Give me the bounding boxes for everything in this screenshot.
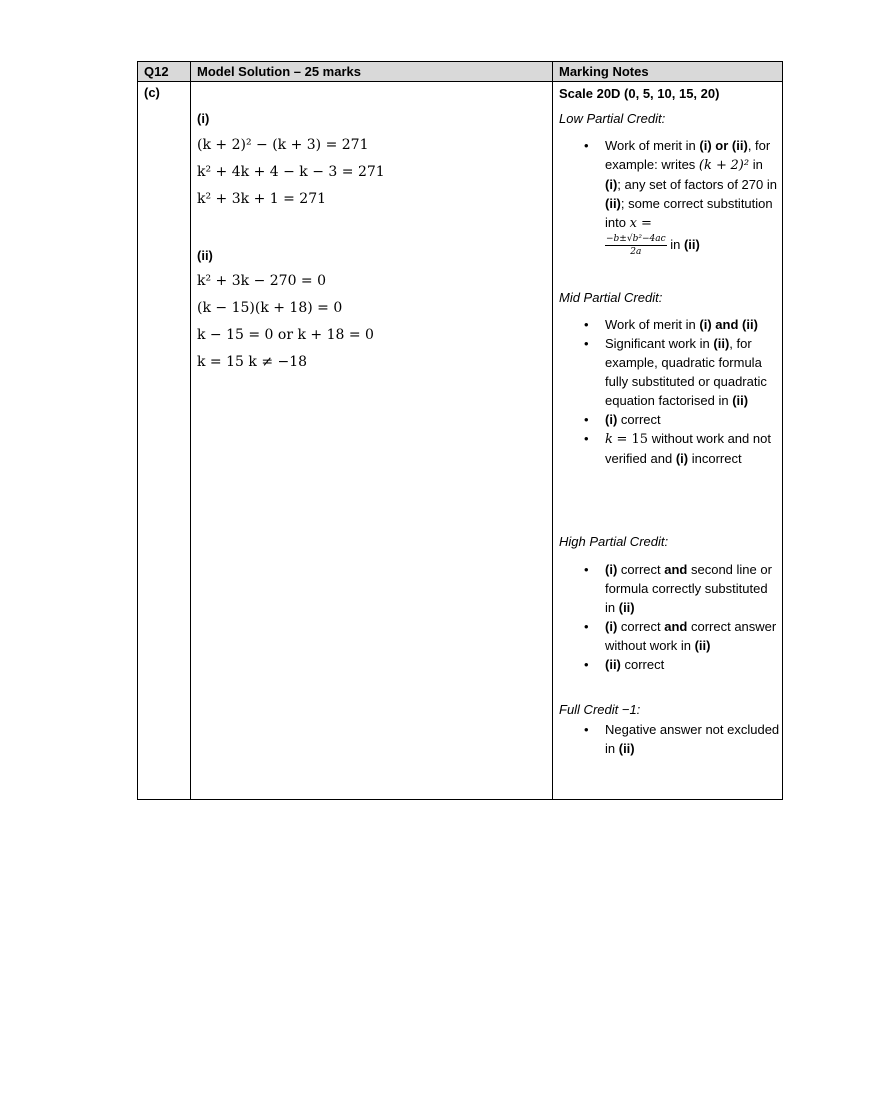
bullet-icon: • <box>584 317 589 332</box>
mid-partial-credit-list <box>559 315 781 468</box>
column-divider <box>190 62 191 799</box>
quadratic-formula: $\frac{\text{−b±√b²−4ac}}{2a}$ <box>606 234 666 257</box>
bullet-icon: • <box>584 619 589 634</box>
full-credit-minus-one-heading: Full Credit −1: <box>559 702 641 717</box>
solution-line: k² + 3k − 270 = 0 <box>197 273 327 289</box>
solution-line: k² + 4k + 4 − k − 3 = 271 <box>197 164 385 180</box>
bullet-icon: • <box>584 336 589 351</box>
low-partial-credit-heading: Low Partial Credit: <box>559 111 666 126</box>
bullet-icon: • <box>584 412 589 427</box>
list-item: • Significant work in (ii), for example, quadratic formula fully substituted or quadratic equation factorised in (ii) <box>584 336 767 408</box>
part-ii-label: (ii) <box>197 248 213 263</box>
question-number: Q12 <box>144 64 169 79</box>
list-item: • Work of merit in (i) or (ii), for example: writes (k + 2)² in (i); any set of factors of 270 in (ii); some correct substitution into x = $\frac{\text{−b±√b²−4ac}}{2a}$ in (ii) <box>584 138 777 257</box>
solution-line: (k + 2)² − (k + 3) = 271 <box>197 137 369 153</box>
full-credit-minus-one-list <box>559 720 781 758</box>
bullet-icon: • <box>584 722 589 737</box>
list-item: • (i) correct and correct answer without work in (ii) <box>584 619 777 653</box>
list-item: • Negative answer not excluded in (ii) <box>584 722 780 756</box>
column-divider <box>552 62 553 799</box>
marking-scheme-table <box>137 61 783 800</box>
bullet-icon: • <box>584 138 589 153</box>
bullet-icon: • <box>584 562 589 577</box>
scale-heading: Scale 20D (0, 5, 10, 15, 20) <box>559 86 720 101</box>
marking-notes-heading: Marking Notes <box>559 64 649 79</box>
list-item: • (i) correct and second line or formula correctly substituted in (ii) <box>584 562 772 615</box>
list-item: • (ii) correct <box>584 657 665 672</box>
high-partial-credit-heading: High Partial Credit: <box>559 534 669 549</box>
low-partial-credit-list <box>559 136 781 258</box>
bullet-icon: • <box>584 657 589 672</box>
solution-line: k = 15 k ≠ −18 <box>197 354 308 370</box>
part-label: (c) <box>144 85 160 100</box>
list-item: • (i) correct <box>584 412 661 427</box>
list-item: • Work of merit in (i) and (ii) <box>584 317 758 332</box>
solution-line: (k − 15)(k + 18) = 0 <box>197 300 343 316</box>
high-partial-credit-list <box>559 560 781 674</box>
solution-line: k − 15 = 0 or k + 18 = 0 <box>197 327 374 343</box>
solution-line: k² + 3k + 1 = 271 <box>197 191 327 207</box>
list-item: • k = 15 without work and not verified and (i) incorrect <box>584 431 771 466</box>
part-i-label: (i) <box>197 111 210 126</box>
mid-partial-credit-heading: Mid Partial Credit: <box>559 290 663 305</box>
model-solution-heading: Model Solution – 25 marks <box>197 64 361 79</box>
bullet-icon: • <box>584 431 589 446</box>
